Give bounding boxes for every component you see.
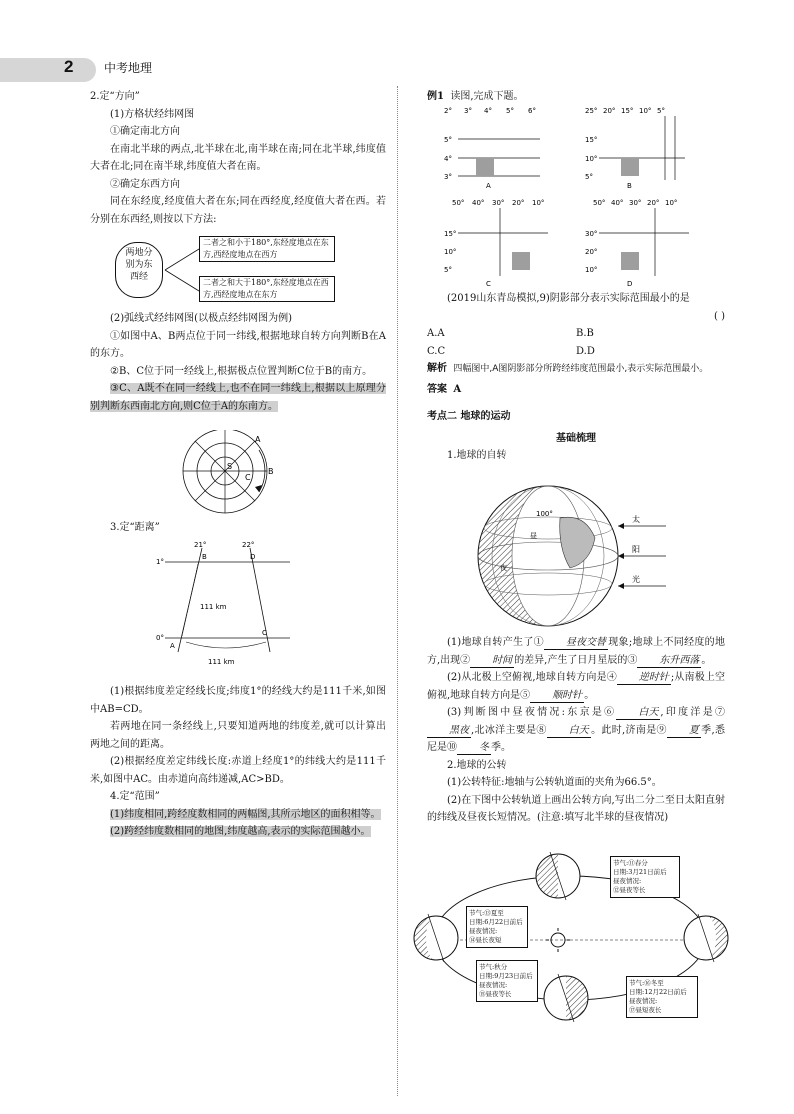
grid-c-side-2: 5° — [444, 266, 452, 274]
revolution-title: 2.地球的公转 — [447, 759, 507, 771]
arc-p2: ②B、C位于同一经线上,根据极点位置判断C位于B的南方。 — [110, 365, 373, 377]
dist-km-horizontal: 111 km — [208, 658, 235, 666]
grid-d-shaded-area — [621, 252, 639, 270]
section-2-title: 2.定“方向” — [90, 91, 140, 102]
answer-blank-8[interactable]: 白天 — [547, 724, 591, 738]
spring-line-1: 日期:3月21日前后 — [613, 868, 667, 876]
dist-label-b: B — [202, 553, 207, 561]
grid-c-top-3: 20° — [512, 199, 525, 207]
ew-title: ②确定东西方向 — [110, 178, 180, 190]
grid-c-label: C — [486, 280, 491, 288]
globe-night-label: 夜 — [500, 564, 507, 572]
answer-blank-10[interactable]: 冬 — [457, 741, 491, 755]
polar-label-b: B — [268, 467, 274, 476]
grid-c — [444, 196, 554, 288]
flow-top-box: 二者之和小于180°,东经度地点在东方,西经度地点在西方 — [199, 236, 335, 262]
grid-d-top-2: 30° — [629, 199, 642, 207]
analysis-text: 四幅图中,A图阴影部分所跨经纬度范围最小,表示实际范围最小。 — [453, 364, 709, 374]
grid-b-top-0: 25° — [585, 107, 598, 115]
distance-diagram — [150, 538, 300, 672]
summer-line-0: 节气:⑬夏至 — [469, 909, 504, 917]
option-a[interactable]: A.A — [427, 328, 445, 339]
summer-line-1: 日期:6月22日前后 — [469, 918, 523, 926]
arc-title: (2)弧线式经纬网图(以极点经纬网图为例) — [110, 313, 292, 324]
autumn-line-3: ⑮昼夜等长 — [479, 990, 512, 998]
range-p2 — [90, 823, 386, 841]
example-instruction: 读图,完成下题。 — [450, 91, 524, 102]
grid-b-top-2: 15° — [621, 107, 634, 115]
spring-line-0: 节气:⑪春分 — [613, 859, 648, 867]
grid-a-top-3: 5° — [506, 107, 514, 115]
grid-a-top-0: 2° — [444, 107, 452, 115]
globe-winter — [684, 914, 728, 962]
dist-label-c: C — [262, 629, 267, 637]
grid-d-label: D — [627, 280, 633, 288]
option-c[interactable]: C.C — [427, 345, 446, 357]
answer-blank-7[interactable]: 黑夜 — [427, 724, 471, 738]
sunlight-label-2: 阳 — [632, 545, 640, 554]
section-4-title: 4.定“范围” — [110, 791, 160, 802]
polar-label-c: C — [245, 473, 251, 482]
grid-b-top-1: 20° — [603, 107, 616, 115]
sunlight-label-3: 光 — [632, 575, 640, 584]
arc-p1: ①如图中A、B两点位于同一纬线,根据地球自转方向判断B在A的东方。 — [90, 330, 386, 359]
range-p2-highlight: (2)跨经纬度数相同的地图,纬度越高,表示的实际范围越小。 — [110, 826, 371, 837]
polar-label-a: A — [255, 435, 261, 444]
grid-b-side-0: 15° — [585, 136, 598, 144]
flow-bottom-box: 二者之和大于180°,东经度地点在西方,西经度地点在东方 — [199, 276, 335, 302]
dist-lon-22: 22° — [242, 541, 255, 549]
ew-text: 同在东经度,经度值大者在东;同在西经度,经度值大者在西。若分别在东西经,则按以下方法: — [90, 196, 386, 225]
spring-line-3: ⑫昼夜等长 — [613, 886, 646, 894]
rotation-p1: (1)地球自转产生了① 昼夜交替 现象;地球上不同经度的地方,出现② 时间 的差异,产生了日月星辰的③ 东升西落 。 — [427, 637, 725, 666]
grid-b-shaded-area — [621, 158, 639, 176]
example-label: 例1 — [427, 91, 444, 102]
grid-c-side-1: 10° — [444, 248, 457, 256]
ns-title: ①确定南北方向 — [110, 126, 180, 137]
summer-line-2: 昼夜情况: — [469, 927, 498, 935]
grid-a-top-1: 3° — [464, 107, 472, 115]
header-title: 中考地理 — [104, 61, 153, 75]
grid-b-side-1: 10° — [585, 155, 598, 163]
autumn-line-2: 昼夜情况: — [479, 981, 508, 989]
rotation-globe-figure — [470, 478, 670, 628]
left-column-arc — [90, 310, 386, 415]
range-p1 — [90, 806, 386, 824]
column-divider — [397, 86, 398, 1096]
grid-b-label: B — [627, 182, 632, 190]
winter-line-1: 日期:12月22日前后 — [629, 988, 687, 996]
dist-label-d: D — [250, 553, 256, 561]
globe-lon-label: 100° — [536, 510, 553, 518]
option-d[interactable]: D.D — [576, 345, 595, 357]
grid-title: (1)方格状经纬网图 — [110, 108, 195, 120]
arc-p3-highlight: ③C、A既不在同一经线上,也不在同一纬线上,根据以上原理分别判断东西南北方向,则C位于A的东南方。 — [90, 383, 386, 412]
rotation-p3: (3)判断图中昼夜情况:东京是⑥ 白天 ,印度洋是⑦黑夜 ,北冰洋主要是⑧ 白天 。此时,济南是⑨ 夏 季,悉尼是⑩ 冬 季。 — [427, 707, 725, 753]
grid-b-side-2: 5° — [585, 173, 593, 181]
options — [427, 325, 725, 360]
grid-b-top-4: 5° — [657, 107, 665, 115]
answer-blank-9[interactable]: 夏 — [667, 724, 701, 738]
summer-line-3: ⑭昼长夜短 — [469, 936, 502, 944]
basics-title: 基础梳理 — [556, 432, 596, 444]
grid-d-top-1: 40° — [611, 199, 624, 207]
box-spring — [610, 856, 680, 898]
grid-c-side-0: 15° — [444, 230, 457, 238]
polar-label-s: S — [227, 462, 233, 471]
header-tab — [0, 58, 96, 82]
kaodian-2-title: 考点二 地球的运动 — [427, 411, 511, 422]
dist-km-vertical: 111 km — [200, 603, 227, 611]
arc-p3 — [90, 380, 386, 415]
dist-label-a: A — [170, 642, 175, 650]
grid-c-shaded-area — [512, 252, 530, 270]
spring-line-2: 昼夜情况: — [613, 877, 642, 885]
grid-c-top-1: 40° — [472, 199, 485, 207]
grid-d — [585, 196, 695, 288]
answer-blank-5[interactable]: 顺时针 — [530, 689, 584, 703]
dist-p3: (2)根据经度差定纬线长度:赤道上经度1°的纬线大约是111千米,如图中AC。由赤道向高纬递减,AC>BD。 — [90, 756, 386, 785]
example-heading — [427, 88, 725, 106]
box-autumn — [476, 960, 538, 1002]
rotation-p2: (2)从北极上空俯视,地球自转方向是④ 逆时针 ;从南极上空俯视,地球自转方向是⑤ 顺时针 。 — [427, 672, 726, 701]
rotation-answers — [427, 634, 725, 827]
autumn-line-1: 日期:9月23日前后 — [479, 972, 533, 980]
example-question-block — [427, 290, 725, 465]
grid-a-top-4: 6° — [528, 107, 536, 115]
range-p1-highlight: (1)纬度相同,跨经度数相同的两幅图,其所示地区的面积相等。 — [110, 808, 381, 820]
autumn-line-0: 节气:秋分 — [479, 963, 508, 971]
sunlight-label-1: 太 — [632, 515, 640, 524]
section-3 — [90, 519, 386, 537]
grid-a-side-0: 5° — [444, 136, 452, 144]
dist-p2: 若两地在同一条经线上,只要知道两地的纬度差,就可以计算出两地之间的距离。 — [90, 721, 386, 750]
winter-line-0: 节气:⑯冬至 — [629, 979, 664, 987]
globe-autumn — [544, 974, 588, 1022]
grid-d-side-2: 10° — [585, 266, 598, 274]
section-3-title: 3.定“距离” — [110, 522, 160, 533]
grid-d-top-4: 10° — [665, 199, 678, 207]
revolution-p2: (2)在下图中公转轨道上画出公转方向,写出二分二至日太阳直射的纬线及昼夜长短情况。(注意:填写北半球的昼夜情况) — [427, 794, 725, 823]
grid-a-side-1: 4° — [444, 155, 452, 163]
example-question: (2019山东青岛模拟,9)阴影部分表示实际范围最小的是 — [447, 293, 690, 304]
box-winter — [626, 976, 698, 1018]
polar-diagram — [175, 430, 285, 514]
winter-line-2: 昼夜情况: — [629, 997, 658, 1005]
grid-a-top-2: 4° — [484, 107, 492, 115]
grid-b — [585, 104, 690, 190]
answer-blank-3[interactable]: 东升西落 — [637, 654, 701, 668]
grid-d-side-1: 20° — [585, 248, 598, 256]
flow-center-box: 两地分别为东西经 — [115, 242, 163, 298]
grid-c-top-0: 50° — [452, 199, 465, 207]
page-number: 2 — [64, 57, 74, 76]
answer-blank-2[interactable]: 时间 — [470, 654, 514, 668]
left-column-bottom — [90, 683, 386, 841]
dist-p1: (1)根据纬度差定经线长度;纬度1°的经线大约是111千米,如图中AB=CD。 — [90, 686, 386, 715]
grid-b-top-3: 10° — [639, 107, 652, 115]
grid-d-top-3: 20° — [647, 199, 660, 207]
grid-a — [444, 104, 544, 190]
answer-blank-1[interactable]: 昼夜交替 — [544, 636, 608, 650]
globe-spring — [536, 852, 580, 900]
answer-blank-4[interactable]: 逆时针 — [617, 671, 671, 685]
box-summer — [466, 906, 528, 948]
rotation-title: 1.地球的自转 — [447, 450, 507, 461]
grid-a-side-2: 3° — [444, 173, 452, 181]
dist-lat-0: 0° — [156, 634, 164, 642]
analysis-label: 解析 — [427, 363, 447, 374]
grid-c-top-4: 10° — [532, 199, 545, 207]
grid-c-top-2: 30° — [492, 199, 505, 207]
grid-a-top-labels — [444, 107, 536, 115]
globe-day-label: 昼 — [530, 532, 537, 540]
dist-lon-21: 21° — [194, 541, 207, 549]
grid-d-side-0: 30° — [585, 230, 598, 238]
answer-blank-6[interactable]: 白天 — [616, 706, 660, 720]
dist-lat-1: 1° — [156, 558, 164, 566]
left-column-top — [90, 88, 386, 228]
answer-bracket: ( ) — [714, 310, 725, 322]
answer-label: 答案 — [427, 383, 447, 395]
direction-flow-diagram — [115, 236, 355, 304]
grid-a-shaded-area — [476, 158, 494, 176]
winter-line-3: ⑰昼短夜长 — [629, 1006, 662, 1014]
revolution-p1: (1)公转特征:地轴与公转轨道面的夹角为66.5°。 — [447, 777, 662, 788]
globe-summer — [414, 914, 458, 962]
ns-text: 在南北半球的两点,北半球在北,南半球在南;同在北半球,纬度值大者在北;同在南半球,纬度值大者在南。 — [90, 143, 386, 172]
grid-a-label: A — [486, 182, 491, 190]
grid-d-top-0: 50° — [593, 199, 606, 207]
option-b[interactable]: B.B — [576, 328, 594, 339]
answer-value: A — [453, 383, 462, 395]
